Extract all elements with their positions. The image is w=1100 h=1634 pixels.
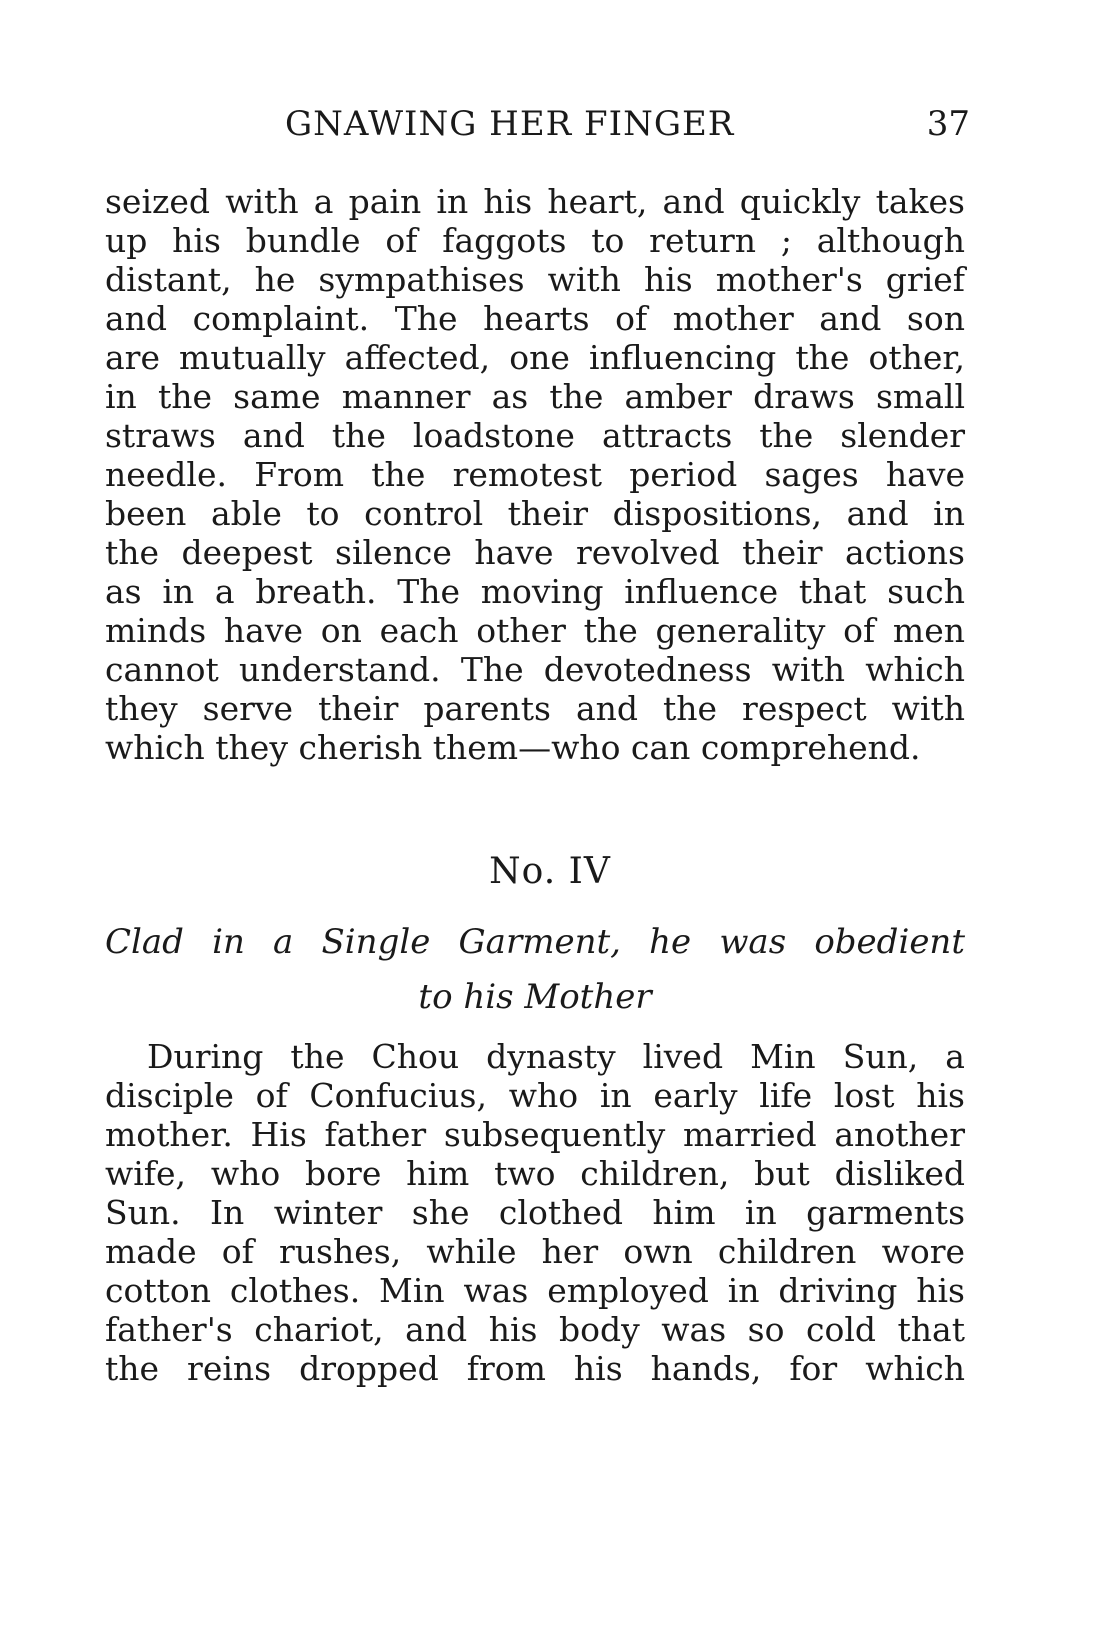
text-line: mother. His father subsequently married another [105, 1115, 965, 1154]
text-line: made of rushes, while her own children wore [105, 1232, 965, 1271]
text-line: been able to control their dispositions, and in [105, 494, 965, 533]
text-line: Sun. In winter she clothed him in garments [105, 1193, 965, 1232]
section-title-line-1: Clad in a Single Garment, he was obedient [105, 922, 965, 962]
section-number: No. IV [489, 851, 611, 892]
text-line: are mutually affected, one influencing the other, [105, 338, 965, 377]
text-line: needle. From the remotest period sages have [105, 455, 965, 494]
text-line: seized with a pain in his heart, and quickly takes [105, 182, 965, 221]
page-number: 37 [926, 104, 970, 144]
text-line: minds have on each other the generality of men [105, 611, 965, 650]
text-line: disciple of Confucius, who in early life lost his [105, 1076, 965, 1115]
text-line: straws and the loadstone attracts the slender [105, 416, 965, 455]
text-line: they serve their parents and the respect with [105, 689, 965, 728]
text-line: the reins dropped from his hands, for which [105, 1349, 965, 1388]
text-line: the deepest silence have revolved their actions [105, 533, 965, 572]
text-line: cannot understand. The devotedness with which [105, 650, 965, 689]
text-line: in the same manner as the amber draws small [105, 377, 965, 416]
running-head [105, 104, 970, 144]
running-title: GNAWING HER FINGER [285, 104, 735, 144]
text-line: wife, who bore him two children, but disliked [105, 1154, 965, 1193]
text-line: up his bundle of faggots to return ; although [105, 221, 965, 260]
text-line: cotton clothes. Min was employed in driving his [105, 1271, 965, 1310]
text-line: distant, he sympathises with his mother's grief [105, 260, 965, 299]
text-line: as in a breath. The moving influence that such [105, 572, 965, 611]
text-line: father's chariot, and his body was so cold that [105, 1310, 965, 1349]
text-line: which they cherish them—who can comprehend. [105, 728, 921, 767]
section-title-line-2: to his Mother [418, 977, 652, 1017]
text-line: During the Chou dynasty lived Min Sun, a [147, 1037, 965, 1076]
text-line: and complaint. The hearts of mother and son [105, 299, 965, 338]
